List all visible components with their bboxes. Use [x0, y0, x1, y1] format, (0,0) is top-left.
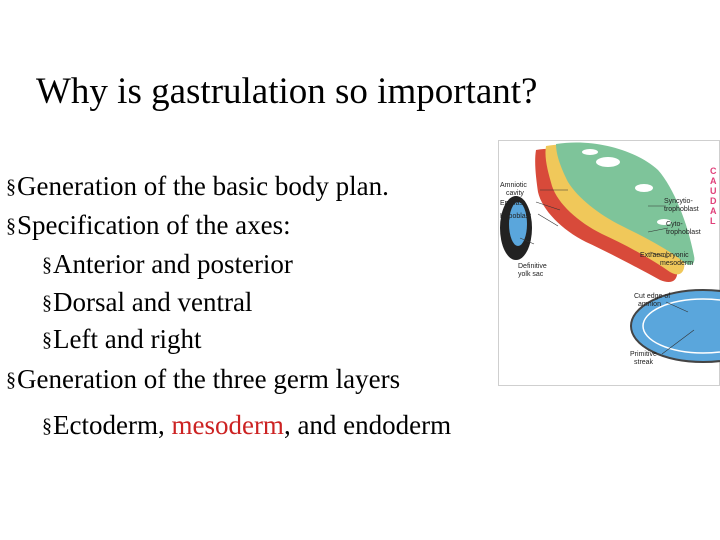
primitive-streak-label-line1: Primitive — [630, 351, 657, 358]
bullet-marker: § — [42, 415, 52, 437]
bullet-marker: § — [6, 369, 16, 391]
cytotrophoblast-label-line2: trophoblast — [666, 229, 701, 236]
epiblast-label: Epiblast — [500, 200, 525, 207]
bullet-text: Generation of the three germ layers — [17, 364, 401, 394]
bullet-text: Generation of the basic body plan. — [17, 171, 389, 201]
amnion-shape — [509, 202, 527, 246]
bullet-marker: § — [42, 254, 52, 276]
embryo-illustration — [498, 140, 720, 386]
amniotic-cavity-label-line2: cavity — [506, 190, 524, 197]
caudal-letter: D — [710, 196, 717, 206]
caudal-letter: A — [710, 176, 717, 186]
caudal-letter: C — [710, 166, 717, 176]
ectoderm-text: Ectoderm, — [53, 410, 172, 440]
caudal-letter: L — [710, 216, 716, 226]
gastrulation-diagram — [498, 140, 720, 386]
hypoblast-label: Hypoblast — [500, 213, 532, 220]
bullet-text: Left and right — [53, 324, 202, 354]
amniotic-cavity-label-line1: Amniotic — [500, 182, 527, 189]
lacuna-shape — [582, 149, 598, 155]
bullet-axes — [6, 207, 291, 246]
cut-edge-of-amnion-label-line2: amnion — [638, 301, 661, 308]
sub-bullet-anterior-posterior — [42, 246, 293, 285]
bullet-marker: § — [6, 176, 16, 198]
definitive-yolk-sac-label-line2: yolk sac — [518, 271, 544, 278]
bullet-text: Dorsal and ventral — [53, 287, 253, 317]
sub-bullet-left-right — [42, 321, 201, 360]
endoderm-text: , and endoderm — [283, 410, 452, 440]
lacuna-shape — [635, 184, 653, 192]
sub-bullet-dorsal-ventral — [42, 284, 252, 323]
extraembryonic-mesoderm-label-line1: Extraembryonic — [640, 252, 689, 259]
sub-bullet-germ-layer-list — [42, 407, 451, 446]
syncytiotrophoblast-label-line1: Syncytio- — [664, 198, 693, 205]
cut-edge-of-amnion-label-line1: Cut edge of — [634, 293, 671, 300]
bullet-germ-layers — [6, 361, 400, 400]
mesoderm-text: mesoderm — [171, 410, 284, 440]
caudal-letter: A — [710, 206, 717, 216]
cytotrophoblast-label-line1: Cyto- — [666, 221, 683, 228]
extraembryonic-mesoderm-label-line2: mesoderm — [660, 260, 694, 267]
slide-title: Why is gastrulation so important? — [36, 71, 538, 112]
bullet-marker: § — [6, 215, 16, 237]
caudal-letter: U — [710, 186, 717, 196]
bullet-text: Specification of the axes: — [17, 210, 291, 240]
syncytiotrophoblast-label-line2: trophoblast — [664, 206, 699, 213]
lacuna-shape — [596, 157, 620, 167]
bullet-text: Anterior and posterior — [53, 249, 293, 279]
primitive-streak-label-line2: streak — [634, 359, 654, 366]
bullet-marker: § — [42, 329, 52, 351]
bullet-marker: § — [42, 292, 52, 314]
definitive-yolk-sac-label-line1: Definitive — [518, 263, 547, 270]
bullet-body-plan — [6, 168, 389, 207]
